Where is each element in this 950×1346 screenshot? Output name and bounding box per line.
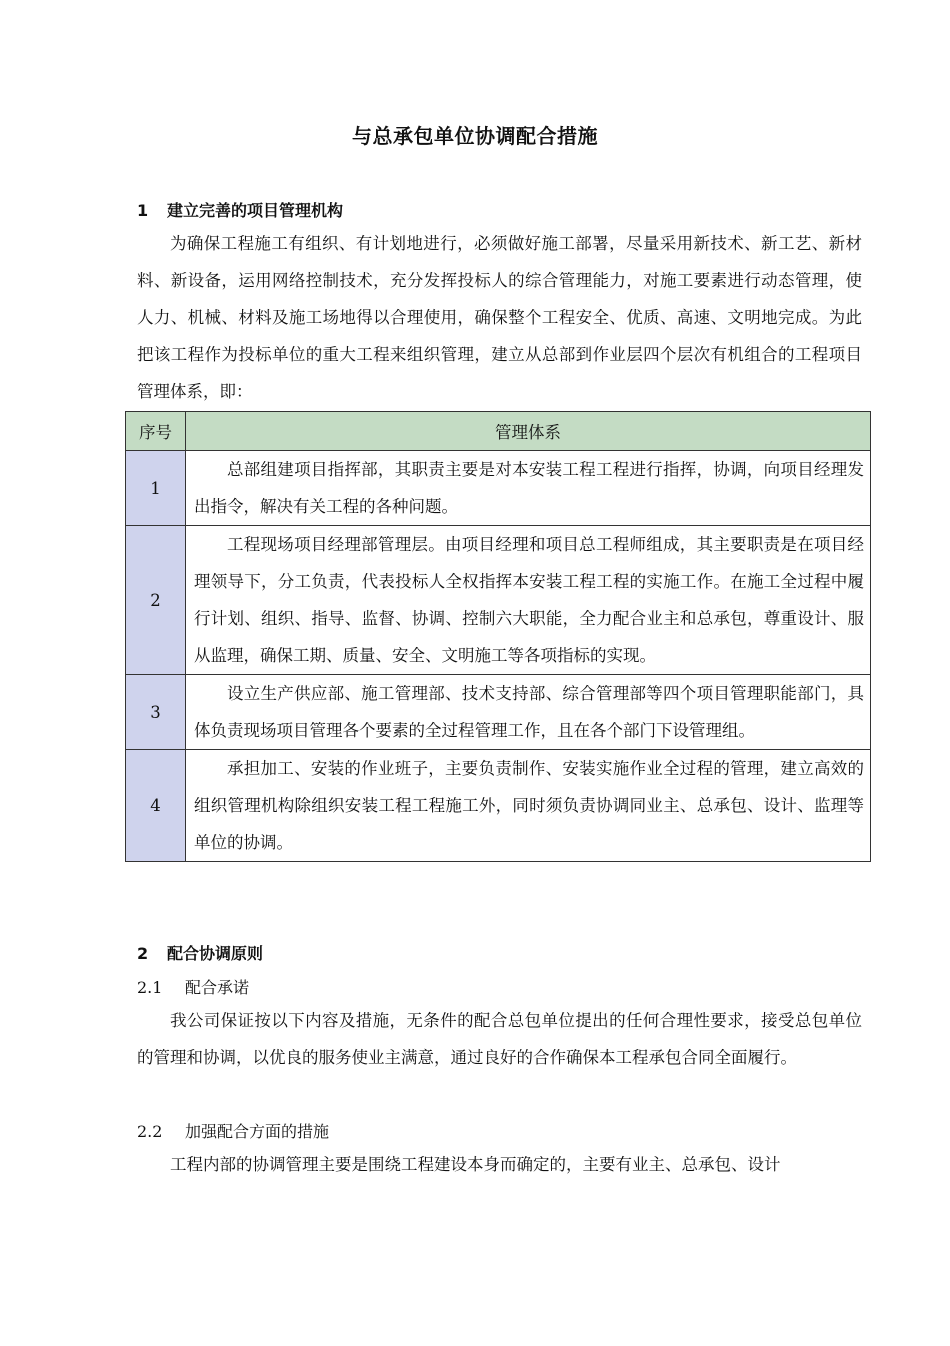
section-1-number: 1	[137, 201, 149, 220]
section-1-intro: 为确保工程施工有组织、有计划地进行，必须做好施工部署，尽量采用新技术、新工艺、新材料、新设备，运用网络控制技术，充分发挥投标人的综合管理能力，对施工要素进行动态管理，使人力、机械、材料及施工场地得以合理使用，确保整个工程安全、优质、高速、文明地完成。为此把该工程作为投标单位的重大工程来组织管理，建立从总部到作业层四个层次有机组合的工程项目管理体系，即：	[137, 234, 862, 401]
table-row	[126, 451, 871, 526]
section-2-title: 配合协调原则	[167, 944, 264, 963]
table-header-row	[126, 412, 871, 451]
section-2-2-heading	[137, 1119, 329, 1142]
header-system: 管理体系	[186, 412, 871, 451]
row-text: 设立生产供应部、施工管理部、技术支持部、综合管理部等四个项目管理职能部门，具体负责现场项目管理各个要素的全过程管理工作，且在各个部门下设管理组。	[186, 675, 871, 750]
section-2-1-title: 配合承诺	[185, 978, 250, 997]
row-text: 总部组建项目指挥部，其职责主要是对本安装工程工程进行指挥，协调，向项目经理发出指令，解决有关工程的各种问题。	[186, 451, 871, 526]
section-2-2-title: 加强配合方面的措施	[185, 1122, 330, 1141]
row-text: 工程现场项目经理部管理层。由项目经理和项目总工程师组成，其主要职责是在项目经理领导下，分工负责，代表投标人全权指挥本安装工程工程的实施工作。在施工全过程中履行计划、组织、指导、监督、协调、控制六大职能，全力配合业主和总承包，尊重设计、服从监理，确保工期、质量、安全、文明施工等各项指标的实现。	[186, 526, 871, 675]
table-row	[126, 526, 871, 675]
management-system-table	[125, 411, 871, 862]
section-2-1-heading	[137, 975, 249, 998]
section-2-number: 2	[137, 944, 149, 963]
section-1-title: 建立完善的项目管理机构	[167, 201, 344, 220]
header-index: 序号	[126, 412, 186, 451]
section-2-2-number: 2.2	[137, 1122, 163, 1141]
section-2-heading	[137, 941, 263, 964]
table-row	[126, 675, 871, 750]
table-row	[126, 750, 871, 862]
row-index: 3	[126, 675, 186, 750]
document-title: 与总承包单位协调配合措施	[352, 124, 598, 148]
section-2-1-text: 我公司保证按以下内容及措施，无条件的配合总包单位提出的任何合理性要求，接受总包单位的管理和协调，以优良的服务使业主满意，通过良好的合作确保本工程承包合同全面履行。	[137, 1011, 862, 1067]
section-2-2-text: 工程内部的协调管理主要是围绕工程建设本身而确定的，主要有业主、总承包、设计	[170, 1155, 781, 1174]
row-index: 1	[126, 451, 186, 526]
row-index: 4	[126, 750, 186, 862]
row-index: 2	[126, 526, 186, 675]
section-2-1-number: 2.1	[137, 978, 163, 997]
section-1-heading	[137, 198, 343, 221]
row-text: 承担加工、安装的作业班子，主要负责制作、安装实施作业全过程的管理，建立高效的组织管理机构除组织安装工程工程施工外，同时须负责协调同业主、总承包、设计、监理等单位的协调。	[186, 750, 871, 862]
